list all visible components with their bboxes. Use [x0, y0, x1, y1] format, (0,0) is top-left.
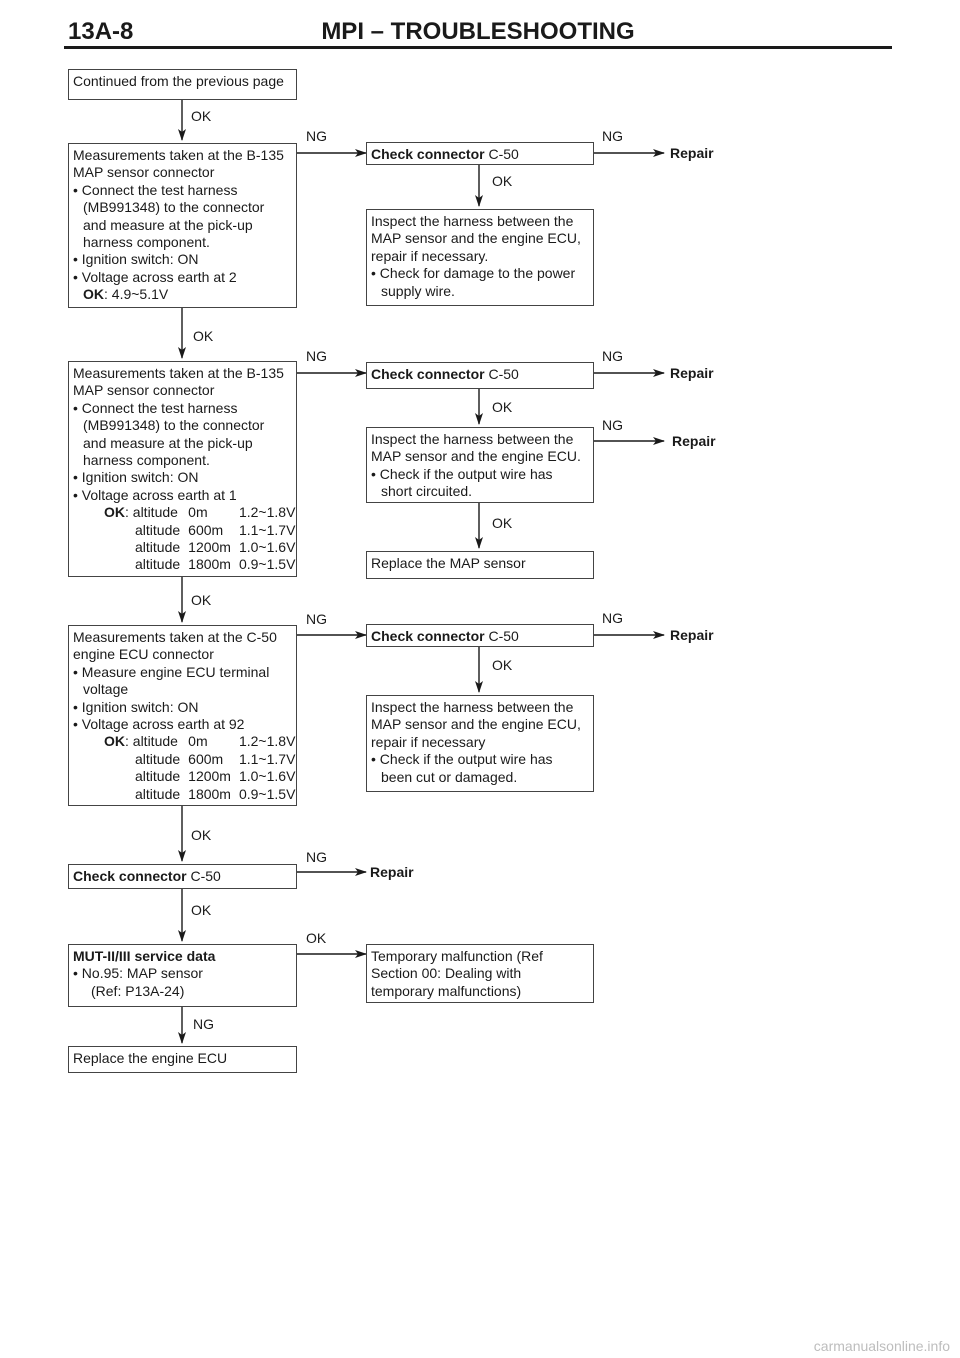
watermark: carmanualsonline.info [813, 1338, 950, 1354]
repair-label: Repair [670, 145, 714, 161]
inspect-box-1: Inspect the harness between the MAP sensor and the engine ECU, repair if necessary. • Check for damage to the power supply wire. [366, 209, 594, 306]
check-connector-box-4: Check connector C-50 [68, 864, 297, 889]
table-row: altitude 1800m 0.9~1.5V [135, 785, 296, 802]
ok-label: OK [191, 902, 212, 918]
repair-label: Repair [670, 365, 714, 381]
ok-label: OK [191, 592, 212, 608]
ng-label: NG [306, 128, 327, 144]
measurement-box-3: Measurements taken at the C-50 engine ECU connector • Measure engine ECU terminal voltage • Ignition switch: ON • Voltage across earth at 92 OK: altitude 0m 1.2~1.8V altitude 600m 1.1~1.7V altitude 1200m 1.0~1.6V altitude 1800m 0.9~1.5V [68, 625, 297, 806]
table-row: altitude 1800m 0.9~1.5V [135, 556, 296, 573]
ng-label: NG [193, 1016, 214, 1032]
ng-label: NG [602, 417, 623, 433]
check-connector-box-3: Check connector C-50 [366, 624, 594, 647]
check-connector-box-2: Check connector C-50 [366, 362, 594, 389]
altitude-table [104, 504, 303, 574]
table-row: OK: altitude 0m 1.2~1.8V [104, 733, 296, 750]
ok-label: OK [191, 108, 212, 124]
ng-label: NG [602, 348, 623, 364]
replace-map-sensor-box: Replace the MAP sensor [366, 551, 594, 579]
continued-box: Continued from the previous page [68, 69, 297, 100]
check-connector-box-1: Check connector C-50 [366, 142, 594, 165]
repair-label: Repair [672, 433, 716, 449]
ng-label: NG [602, 128, 623, 144]
ok-label: OK [193, 328, 214, 344]
measurement-box-2: Measurements taken at the B-135 MAP sensor connector • Connect the test harness (MB991348) to the connector and measure at the pick-up harness component. • Ignition switch: ON • Voltage across earth at 1 OK: altitude 0m 1.2~1.8V altitude 600m 1.1~1.7V altitude 1200m 1.0~1.6V altitude 1800m 0.9~1.5V [68, 361, 297, 577]
temporary-malfunction-box: Temporary malfunction (Ref Section 00: Dealing with temporary malfunctions) [366, 944, 594, 1003]
ok-label: OK [492, 173, 513, 189]
ok-label: OK [492, 399, 513, 415]
page-title: MPI – TROUBLESHOOTING [321, 18, 635, 45]
table-row: altitude 1200m 1.0~1.6V [135, 768, 296, 785]
page-number: 13A-8 [68, 18, 134, 45]
ok-label: OK [306, 930, 327, 946]
ok-label: OK [492, 515, 513, 531]
inspect-box-2: Inspect the harness between the MAP sensor and the engine ECU. • Check if the output wire has short circuited. [366, 427, 594, 503]
table-row: altitude 1200m 1.0~1.6V [135, 539, 296, 556]
ng-label: NG [306, 611, 327, 627]
mut-service-data-box: MUT-II/III service data • No.95: MAP sensor (Ref: P13A-24) [68, 944, 297, 1007]
ok-label: OK [191, 827, 212, 843]
repair-label: Repair [670, 627, 714, 643]
repair-label: Repair [370, 864, 414, 880]
table-row: altitude 600m 1.1~1.7V [135, 521, 296, 538]
table-row: OK: altitude 0m 1.2~1.8V [104, 504, 296, 521]
ng-label: NG [306, 849, 327, 865]
ng-label: NG [602, 610, 623, 626]
table-row: altitude 600m 1.1~1.7V [135, 750, 296, 767]
ng-label: NG [306, 348, 327, 364]
inspect-box-3: Inspect the harness between the MAP sensor and the engine ECU, repair if necessary • Check if the output wire has been cut or damaged. [366, 695, 594, 792]
ok-label: OK [492, 657, 513, 673]
replace-engine-ecu-box: Replace the engine ECU [68, 1046, 297, 1073]
measurement-box-1: Measurements taken at the B-135 MAP sensor connector • Connect the test harness (MB991348) to the connector and measure at the pick-up harness component. • Ignition switch: ON • Voltage across earth at 2 OK: 4.9~5.1V [68, 143, 297, 308]
altitude-table [104, 733, 303, 803]
